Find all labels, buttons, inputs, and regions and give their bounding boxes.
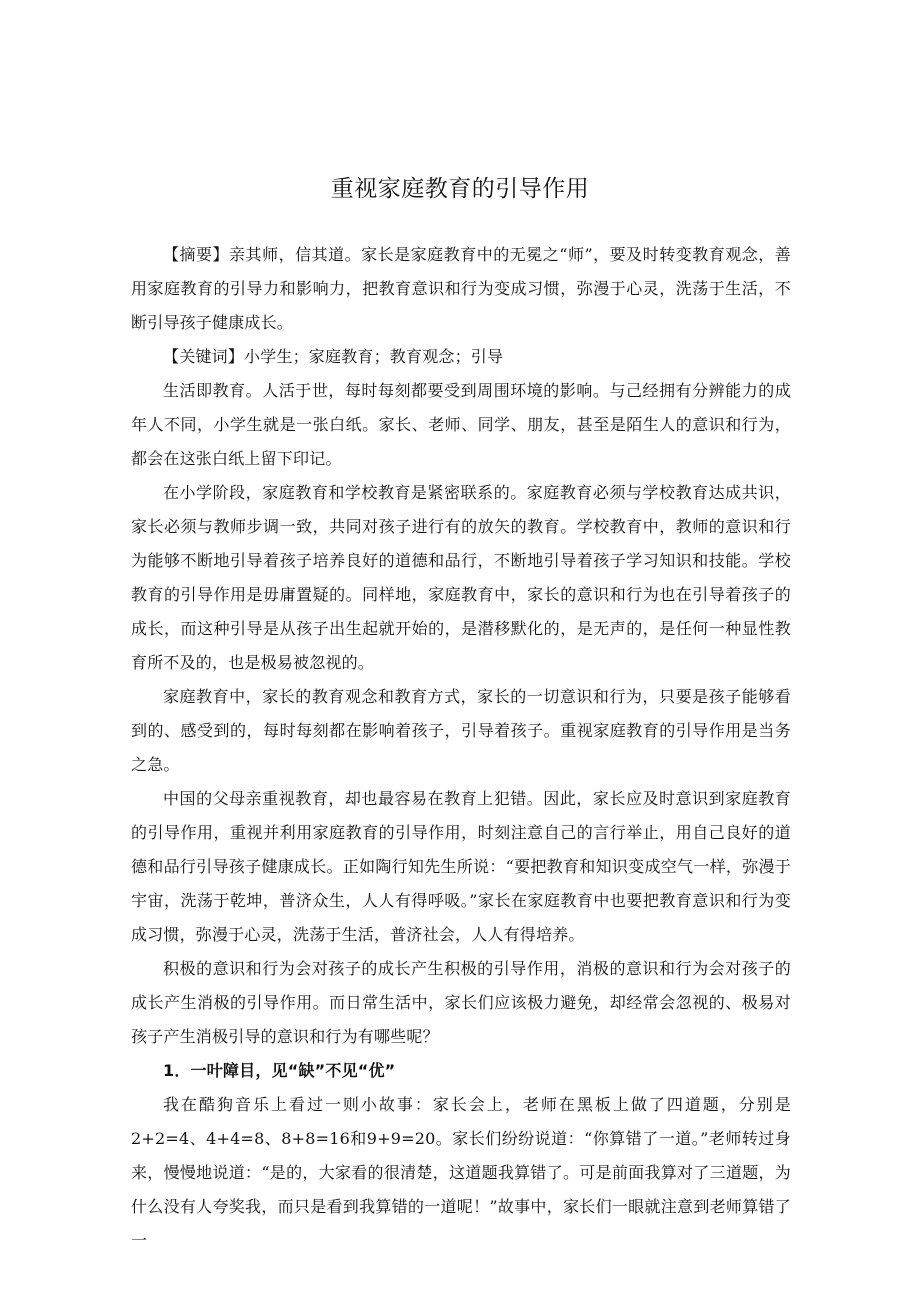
body-paragraph: 积极的意识和行为会对孩子的成长产生积极的引导作用，消极的意识和行为会对孩子的成长产生消极的引导作用。而日常生活中，家长们应该极力避免，却经常会忽视的、极易对孩子产生消极引导的意识和行为有哪些呢？: [131, 959, 791, 1046]
body-paragraph: 家庭教育中，家长的教育观念和教育方式，家长的一切意识和行为，只要是孩子能够看到的、感受到的，每时每刻都在影响着孩子，引导着孩子。重视家庭教育的引导作用是当务之急。: [131, 687, 791, 774]
abstract-paragraph: 【摘要】亲其师，信其道。家长是家庭教育中的无冕之“师”，要及时转变教育观念，善用家庭教育的引导力和影响力，把教育意识和行为变成习惯，弥漫于心灵，洗荡于生活，不断引导孩子健康成长。: [131, 245, 791, 332]
body-paragraph: 在小学阶段，家庭教育和学校教育是紧密联系的。家庭教育必须与学校教育达成共识，家长必须与教师步调一致，共同对孩子进行有的放矢的教育。学校教育中，教师的意识和行为能够不断地引导着孩子培养良好的道德和品行，不断地引导着孩子学习知识和技能。学校教育的引导作用是毋庸置疑的。同样地，家庭教育中，家长的意识和行为也在引导着孩子的成长，而这种引导是从孩子出生起就开始的，是潜移默化的，是无声的，是任何一种显性教育所不及的，也是极易被忽视的。: [131, 483, 791, 672]
body-paragraph: 生活即教育。人活于世，每时每刻都要受到周围环境的影响。与己经拥有分辨能力的成年人不同，小学生就是一张白纸。家长、老师、同学、朋友，甚至是陌生人的意识和行为，都会在这张白纸上留下印记。: [131, 381, 791, 468]
section-heading: 1．一叶障目，见“缺”不见“优”: [163, 1061, 396, 1080]
body-paragraph: 中国的父母亲重视教育，却也最容易在教育上犯错。因此，家长应及时意识到家庭教育的引导作用，重视并利用家庭教育的引导作用，时刻注意自己的言行举止，用自己良好的道德和品行引导孩子健康成长。正如陶行知先生所说：“要把教育和知识变成空气一样，弥漫于宇宙，洗荡于乾坤，普济众生，人人有得呼吸。”家长在家庭教育中也要把教育意识和行为变成习惯，弥漫于心灵，洗荡于生活，普济社会，人人有得培养。: [131, 789, 791, 944]
page-title: 重视家庭教育的引导作用: [330, 176, 590, 202]
keywords-paragraph: 【关键词】小学生；家庭教育；教育观念；引导: [163, 347, 504, 366]
document-body: [131, 238, 791, 1258]
body-paragraph: 我在酷狗音乐上看过一则小故事：家长会上，老师在黑板上做了四道题，分别是2+2=4、4+4=8、8+8=16和9+9=20。家长们纷纷说道：“你算错了一道。”老师转过身来，慢慢地说道：“是的，大家看的很清楚，这道题我算错了。可是前面我算对了三道题，为什么没有人夸奖我，而只是看到我算错的一道呢！”故事中，家长们一眼就注意到老师算错了一: [131, 1095, 791, 1250]
